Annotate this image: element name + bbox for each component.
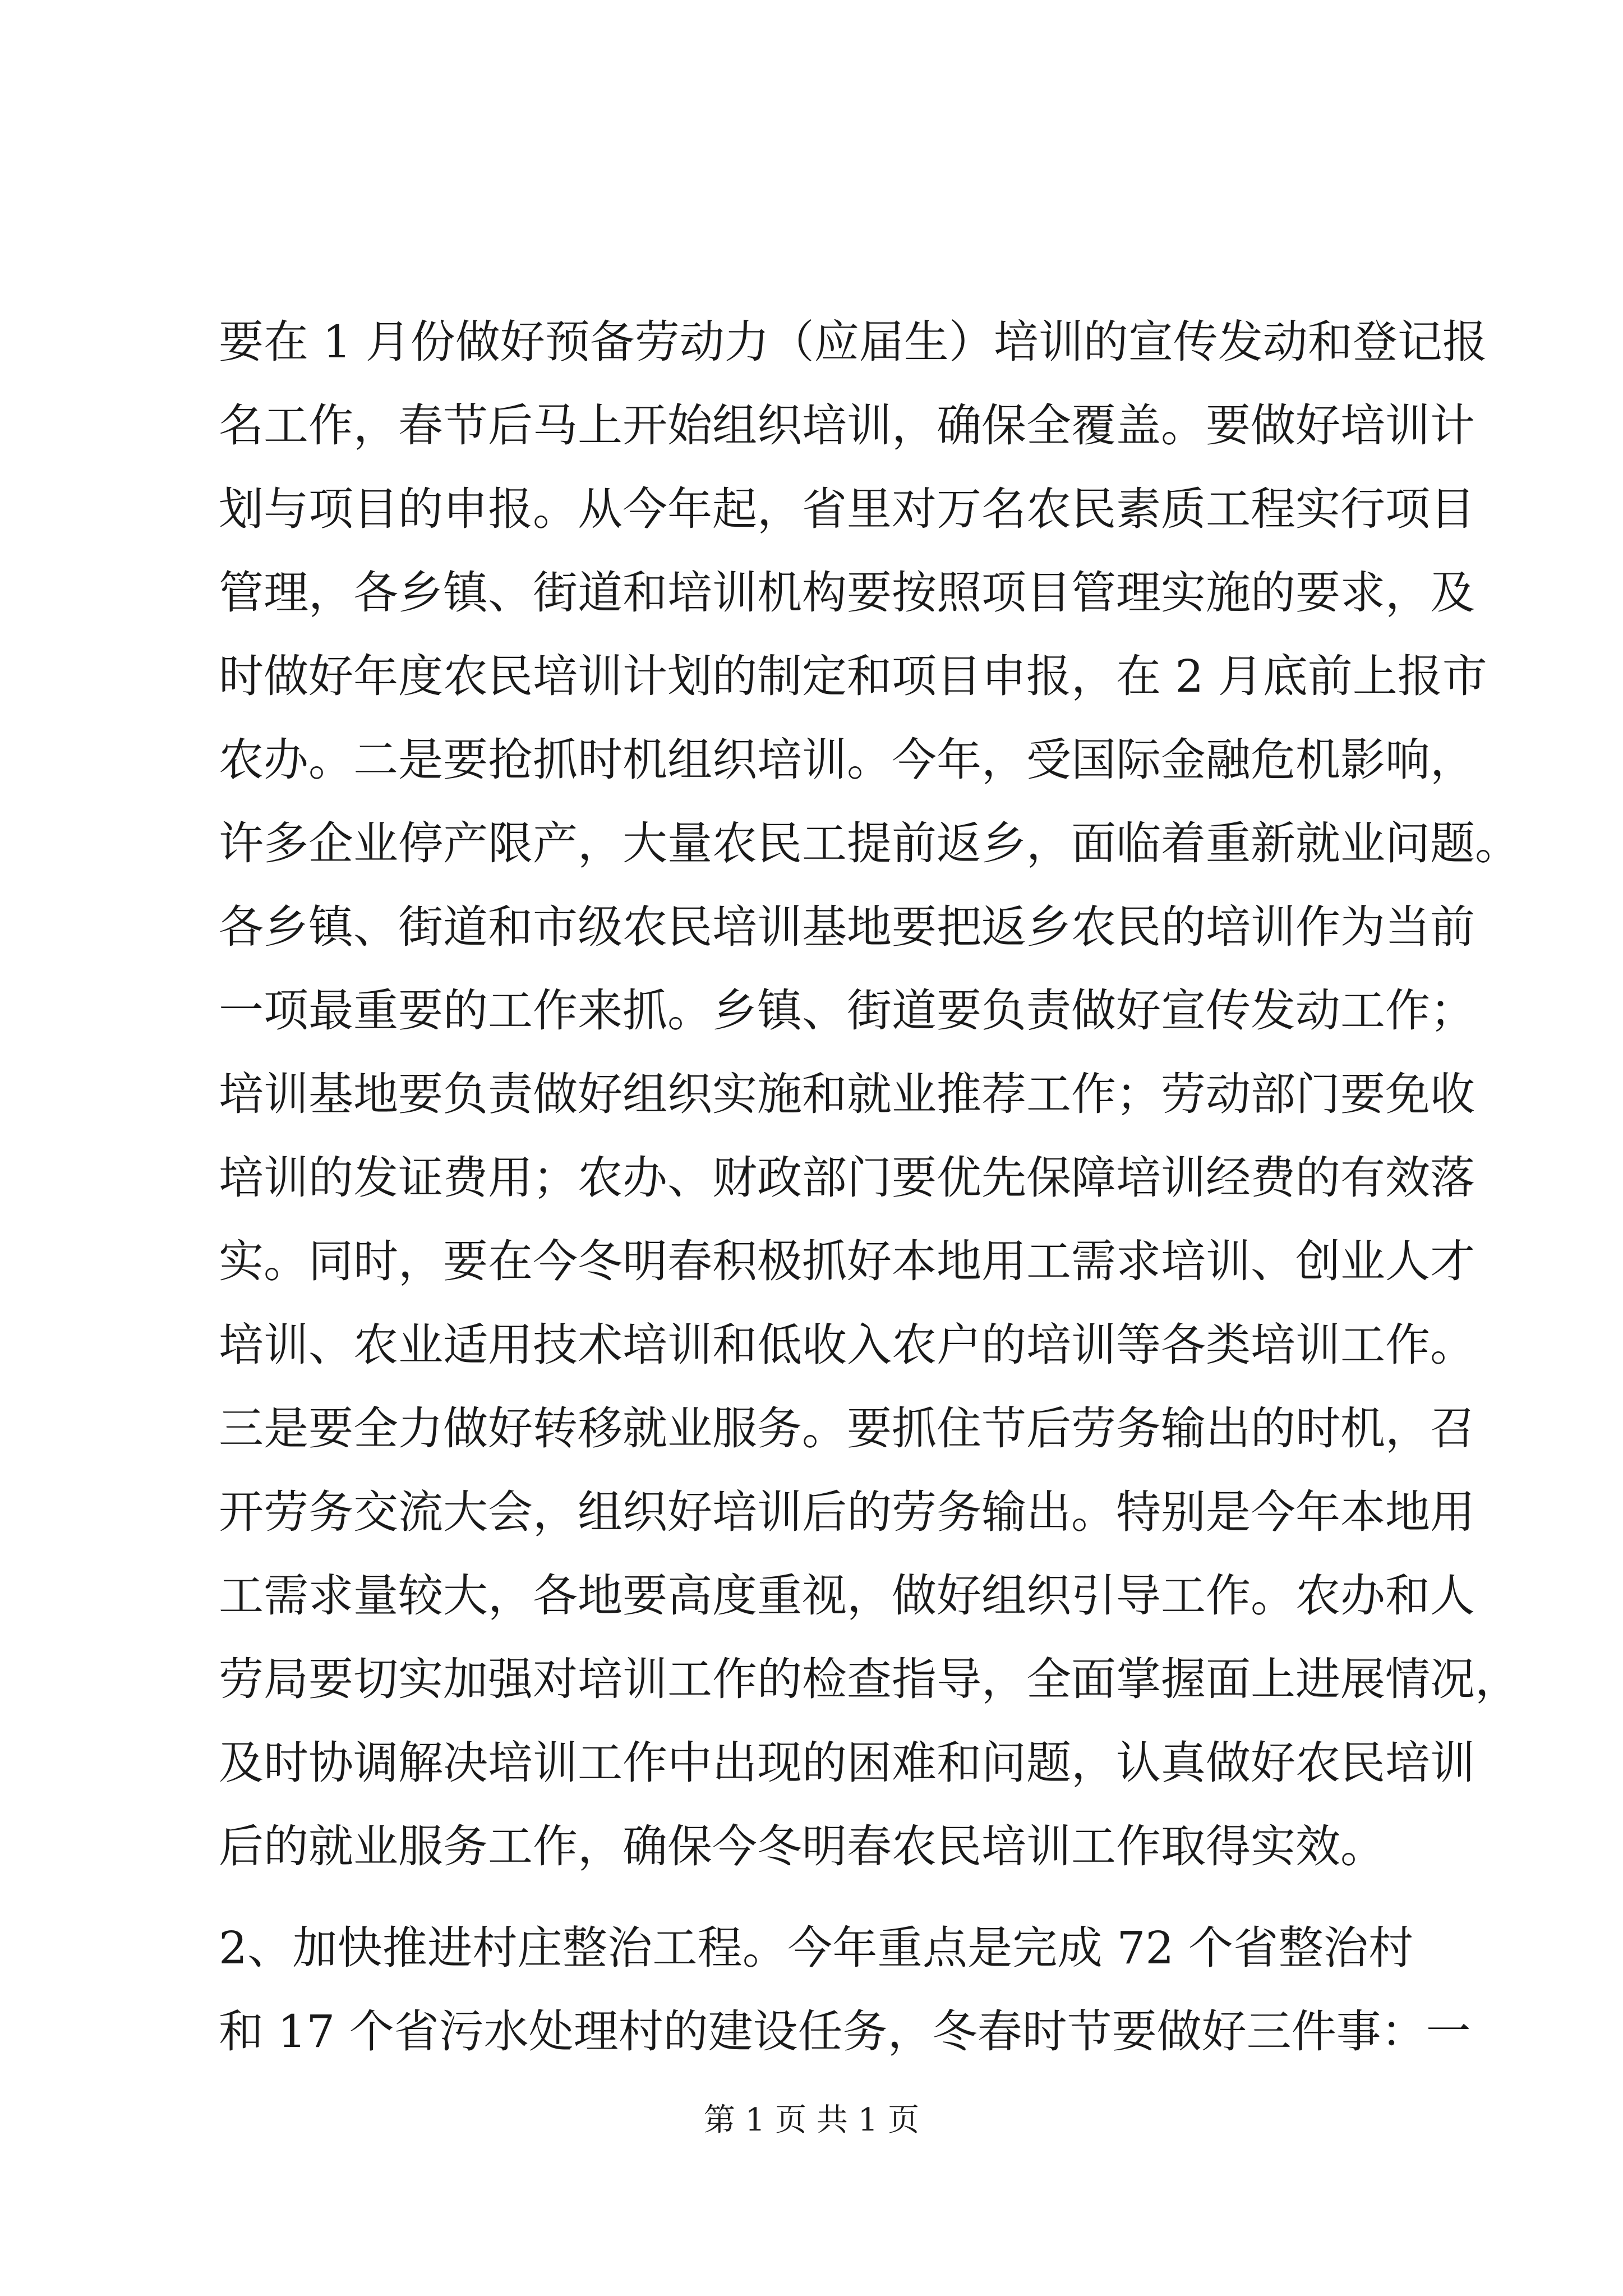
text-line: 2、加快推进村庄整治工程。今年重点是完成 72 个省整治村 <box>219 1922 1413 1974</box>
text-line: 时做好年度农民培训计划的制定和项目申报，在 2 月底前上报市 <box>219 650 1487 702</box>
text-line: 工需求量较大，各地要高度重视，做好组织引导工作。农办和人 <box>219 1570 1475 1622</box>
text-line: 实。同时，要在今冬明春积极抓好本地用工需求培训、创业人才 <box>219 1235 1475 1287</box>
page-footer: 第 1 页 共 1 页 <box>703 2102 920 2138</box>
paragraph-2 <box>219 1906 1471 2073</box>
text-line: 名工作，春节后马上开始组织培训，确保全覆盖。要做好培训计 <box>219 399 1475 452</box>
paragraph-1 <box>219 300 1520 1888</box>
text-line: 划与项目的申报。从今年起，省里对万名农民素质工程实行项目 <box>219 483 1475 535</box>
text-line: 管理，各乡镇、街道和培训机构要按照项目管理实施的要求，及 <box>219 567 1475 619</box>
text-line: 后的就业服务工作，确保今冬明春农民培训工作取得实效。 <box>219 1820 1385 1872</box>
text-line: 开劳务交流大会，组织好培训后的劳务输出。特别是今年本地用 <box>219 1486 1475 1538</box>
paragraph-gap <box>219 1888 1413 1906</box>
text-line: 培训基地要负责做好组织实施和就业推荐工作；劳动部门要免收 <box>219 1068 1475 1120</box>
text-line: 和 17 个省污水处理村的建设任务，冬春时节要做好三件事：一 <box>219 2005 1471 2058</box>
document-body <box>219 300 1520 2073</box>
text-line: 许多企业停产限产，大量农民工提前返乡，面临着重新就业问题。 <box>219 817 1520 869</box>
text-line: 及时协调解决培训工作中出现的困难和问题，认真做好农民培训 <box>219 1737 1475 1789</box>
text-line: 各乡镇、街道和市级农民培训基地要把返乡农民的培训作为当前 <box>219 901 1475 953</box>
text-line: 培训、农业适用技术培训和低收入农户的培训等各类培训工作。 <box>219 1319 1475 1371</box>
text-line: 一项最重要的工作来抓。乡镇、街道要负责做好宣传发动工作； <box>219 984 1475 1037</box>
text-line: 三是要全力做好转移就业服务。要抓住节后劳务输出的时机，召 <box>219 1402 1475 1455</box>
text-line: 培训的发证费用；农办、财政部门要优先保障培训经费的有效落 <box>219 1152 1475 1204</box>
text-line: 劳局要切实加强对培训工作的检查指导，全面掌握面上进展情况， <box>219 1653 1520 1705</box>
text-line: 要在 1 月份做好预备劳动力（应届生）培训的宣传发动和登记报 <box>219 316 1487 368</box>
text-line: 农办。二是要抢抓时机组织培训。今年，受国际金融危机影响， <box>219 734 1475 786</box>
